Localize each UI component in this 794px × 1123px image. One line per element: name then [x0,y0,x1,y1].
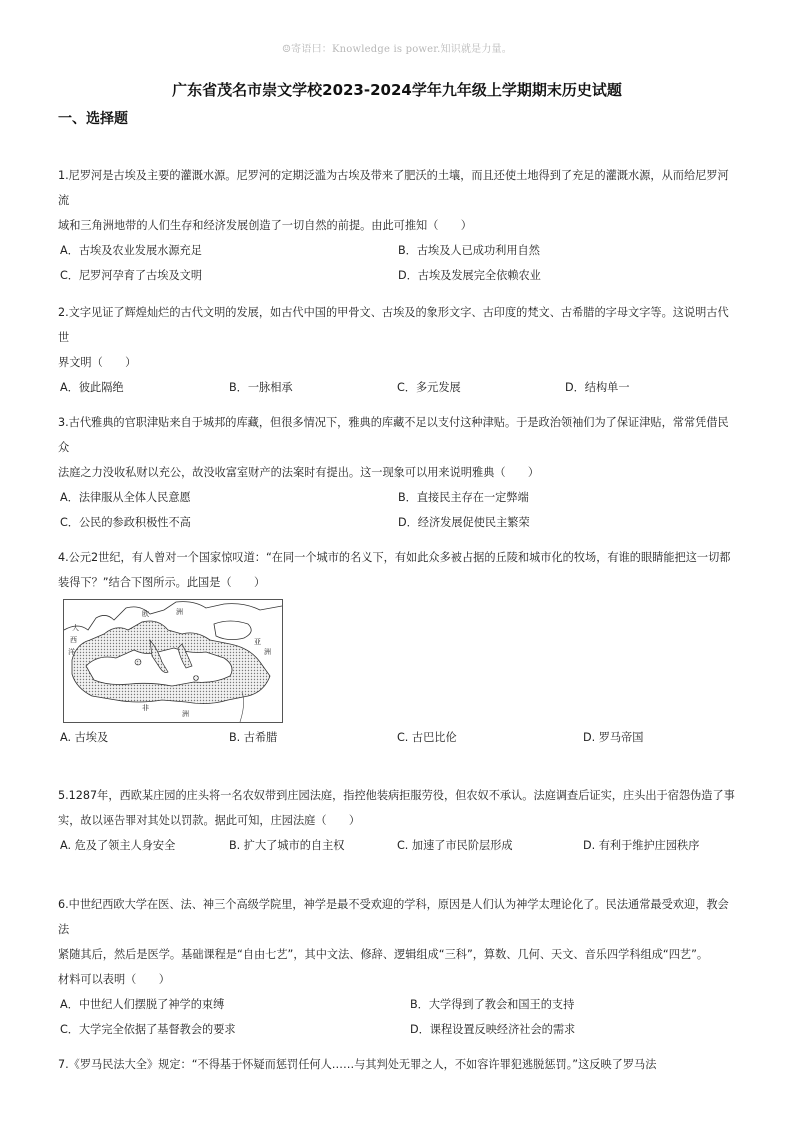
section-heading: 一、选择题 [58,111,128,127]
question-stem-line: 装得下？”结合下图所示。此国是（ ） [58,576,266,589]
map-label-africa-2: 洲 [182,710,189,718]
option-c: C．大学完全依据了基督教会的要求 [60,1023,236,1036]
option-a: A. 古埃及 [60,731,109,744]
question-stem-line: 1.尼罗河是古埃及主要的灌溉水源。尼罗河的定期泛滥为古埃及带来了肥沃的土壤，而且还使土地得到了充足的灌溉水源，从而给尼罗河流 [58,169,729,207]
map-label-asia-1: 亚 [254,638,261,646]
option-a: A．古埃及农业发展水源充足 [60,244,202,257]
map-label-europe-2: 洲 [176,608,183,616]
question-stem-line: 材料可以表明（ ） [58,973,170,986]
question-stem-line: 域和三角洲地带的人们生存和经济发展创造了一切自然的前提。由此可推知（ ） [58,219,472,232]
map-black-sea [214,621,251,640]
question-stem-line: 2.文字见证了辉煌灿烂的古代文明的发展，如古代中国的甲骨文、古埃及的象形文字、古印度的梵文、古希腊的字母文字等。这说明古代世 [58,306,729,344]
watermark: ☺寄语曰：Knowledge is power.知识就是力量。 [282,44,512,55]
question-stem-line: 法庭之力没收私财以充公，故没收富室财产的法案时有提出。这一现象可以用来说明雅典（ ） [58,466,540,479]
option-b: B．一脉相承 [229,381,293,394]
option-b: B．古埃及人已成功利用自然 [398,244,540,257]
roman-empire-map [63,599,283,723]
option-d: D．古埃及发展完全依赖农业 [398,269,541,282]
question-7 [58,1052,738,1077]
map-island-crete [194,676,199,681]
option-b: B．直接民主存在一定弊端 [398,491,529,504]
option-a: A．法律服从全体人民意愿 [60,491,191,504]
map-label-atlantic-2: 西 [70,636,77,644]
question-2 [58,300,738,400]
option-a: A. 危及了领主人身安全 [60,839,176,852]
question-4 [58,545,738,595]
option-a: A．中世纪人们摆脱了神学的束缚 [60,998,225,1011]
option-a: A．彼此隔绝 [60,381,124,394]
option-d: D．课程设置反映经济社会的需求 [410,1023,576,1036]
option-c: C．多元发展 [397,381,461,394]
question-3 [58,410,738,535]
map-island-sardinia [135,659,141,665]
map-label-europe-1: 欧 [142,610,149,618]
question-stem-line: 4.公元2世纪，有人曾对一个国家惊叹道：“在同一个城市的名义下，有如此众多被占据的丘陵和城市化的牧场，有谁的眼睛能把这一切都 [58,551,731,564]
page-title: 广东省茂名市崇文学校2023-2024学年九年级上学期期末历史试题 [172,81,622,99]
map-label-africa-1: 非 [142,704,149,712]
question-stem-line: 6.中世纪西欧大学在医、法、神三个高级学院里，神学是最不受欢迎的学科，原因是人们认为神学太理论化了。民法通常最受欢迎，教会法 [58,898,729,936]
option-d: D. 罗马帝国 [583,731,644,744]
map-label-asia-2: 洲 [264,648,271,656]
question-5 [58,783,738,858]
question-stem-line: 实，故以诬告罪对其处以罚款。据此可知，庄园法庭（ ） [58,814,361,827]
option-c: C．尼罗河孕育了古埃及文明 [60,269,203,282]
question-stem-line: 7.《罗马民法大全》规定：“不得基于怀疑而惩罚任何人……与其判处无罪之人，不如容许罪犯逃脱惩罚。”这反映了罗马法 [58,1058,657,1071]
option-c: C．公民的参政积极性不高 [60,516,191,529]
option-d: D. 有利于维护庄园秩序 [583,839,700,852]
option-b: B. 古希腊 [229,731,278,744]
option-b: B. 扩大了城市的自主权 [229,839,345,852]
question-stem-line: 5.1287年，西欧某庄园的庄头将一名农奴带到庄园法庭，指控他装病拒服劳役，但农奴不承认。法庭调查后证实，庄头出于宿怨伪造了事 [58,789,735,802]
option-c: C. 加速了市民阶层形成 [397,839,513,852]
question-6 [58,892,738,1042]
map-label-atlantic-1: 大 [72,624,79,632]
map-label-atlantic-3: 洋 [68,648,75,656]
option-d: D．结构单一 [565,381,630,394]
option-b: B．大学得到了教会和国王的支持 [410,998,575,1011]
question-stem-line: 界文明（ ） [58,356,137,369]
question-1 [58,163,738,288]
question-4-options [58,725,738,750]
question-stem-line: 3.古代雅典的官职津贴来自于城邦的库藏，但很多情况下，雅典的库藏不足以支付这种津贴。于是政治领袖们为了保证津贴，常常凭借民众 [58,416,729,454]
question-stem-line: 紧随其后，然后是医学。基础课程是“自由七艺”，其中文法、修辞、逻辑组成“三科”，算数、几何、天文、音乐四学科组成“四艺”。 [58,948,709,961]
option-d: D．经济发展促使民主繁荣 [398,516,530,529]
option-c: C. 古巴比伦 [397,731,457,744]
